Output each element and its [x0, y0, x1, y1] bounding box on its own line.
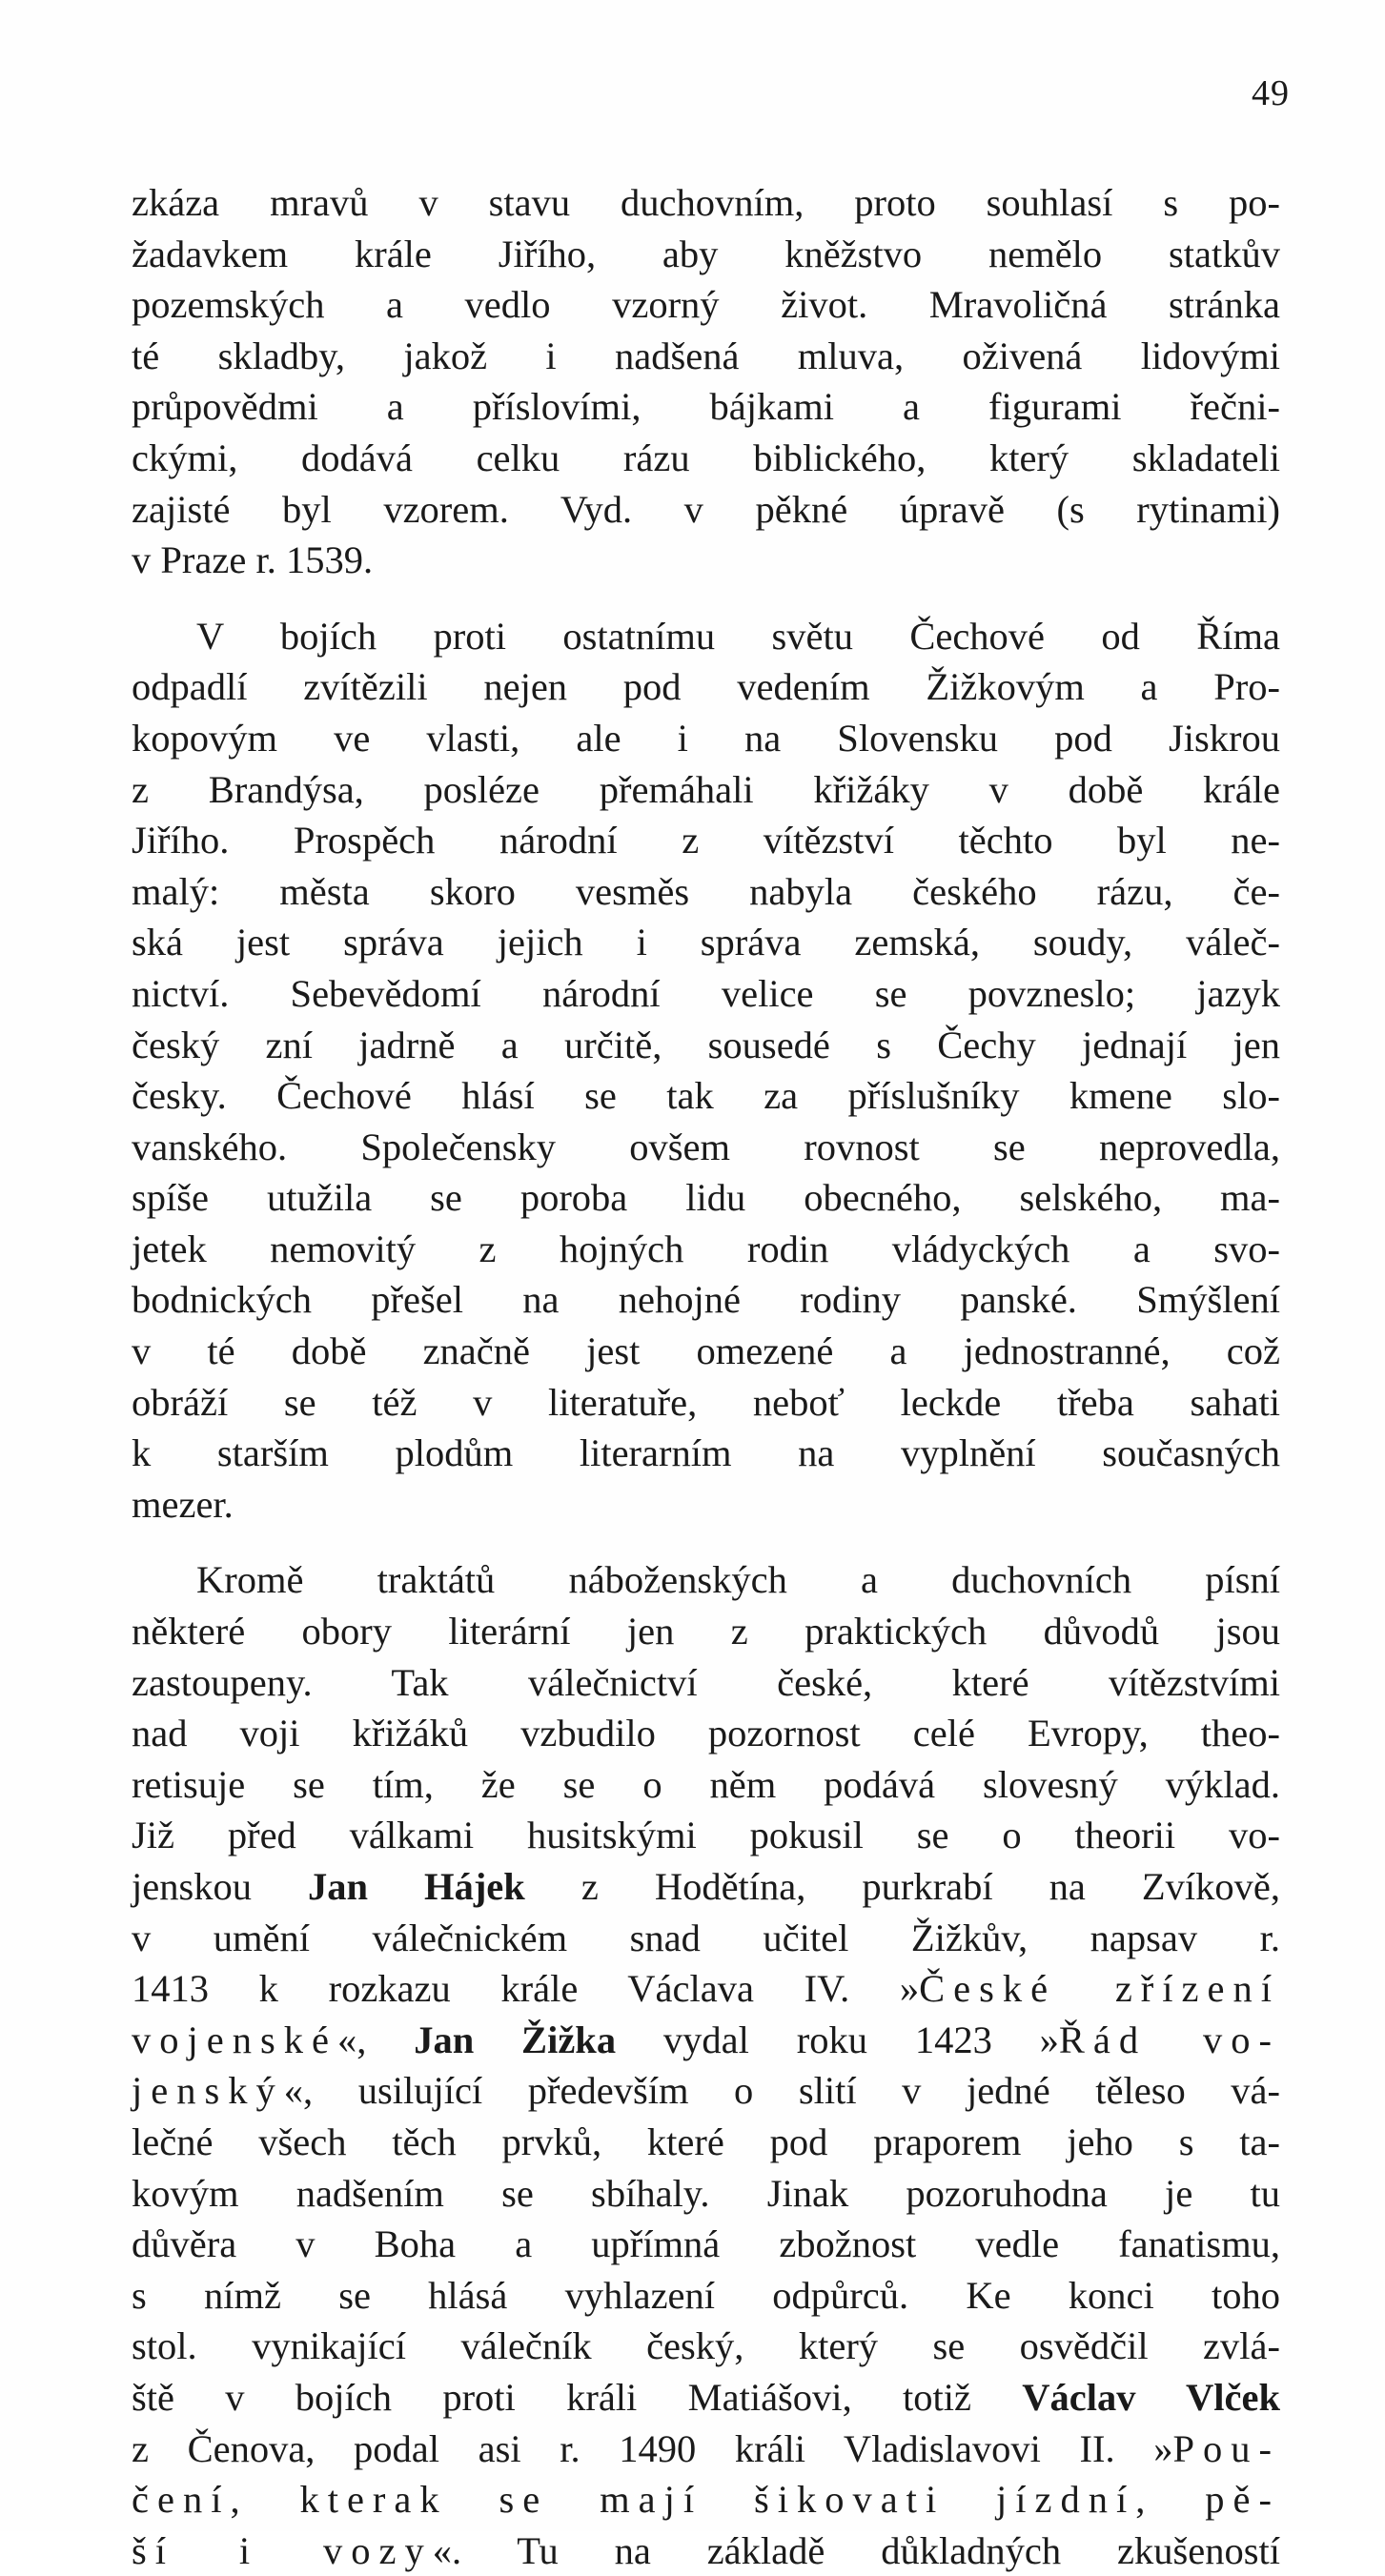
text-line: důvěra v Boha a upřímná zbožnost vedle fanatismu,	[132, 2222, 1280, 2266]
text-line: nictví. Sebevědomí národní velice se povzneslo; jazyk	[132, 971, 1280, 1015]
text-run: 1413 k rozkazu krále Václava IV. »	[132, 1967, 920, 2011]
text-line: mezer.	[132, 1482, 234, 1526]
paragraph-gap	[132, 586, 1280, 611]
text-line: průpovědmi a příslovími, bájkami a figurami řečni-	[132, 385, 1280, 429]
person-name: Jan Hájek	[308, 1865, 525, 1908]
text-line: v té době značně jest omezené a jednostranné, což	[132, 1329, 1280, 1373]
text-line	[132, 2424, 1280, 2475]
text-line: čení, kterak se mají šikovati jízdní, pě-	[132, 2478, 1280, 2522]
text-run: z Hodětína, purkrabí na Zvíkově,	[524, 1865, 1280, 1908]
text-line: s nímž se hlásá vyhlazení odpůrců. Ke konci toho	[132, 2273, 1280, 2317]
text-line: ckými, dodává celku rázu biblického, který skladateli	[132, 436, 1280, 479]
paragraph-gap	[132, 1530, 1280, 1554]
text-line: vanského. Společensky ovšem rovnost se neprovedla,	[132, 1125, 1280, 1168]
text-line: k starším plodům literarním na vyplnění současných	[132, 1431, 1280, 1475]
text-line: retisuje se tím, že se o něm podává slovesný výklad.	[132, 1762, 1280, 1806]
text-line: zkáza mravů v stavu duchovním, proto souhlasí s po-	[132, 181, 1280, 224]
text-line: bodnických přešel na nehojné rodiny panské. Smýšlení	[132, 1278, 1280, 1322]
text-line: český zní jadrně a určitě, sousedé s Čechy jednají jen	[132, 1023, 1280, 1066]
text-line: v Praze r. 1539.	[132, 538, 374, 582]
spaced-title: jenský	[132, 2069, 284, 2113]
text-line: obráží se též v literatuře, neboť leckde třeba sahati	[132, 1380, 1280, 1424]
text-line: odpadlí zvítězili nejen pod vedením Žižkovým a Pro-	[132, 665, 1280, 709]
text-line: v umění válečnickém snad učitel Žižkův, napsav r.	[132, 1916, 1280, 1959]
text-line: pozemských a vedlo vzorný život. Mravoličná stránka	[132, 283, 1280, 327]
text-run: z Čenova, podal asi r. 1490 králi Vladislavovi II. »	[132, 2426, 1173, 2470]
page-number: 49	[1252, 73, 1290, 113]
text-line: jetek nemovitý z hojných rodin vládyckých a svo-	[132, 1227, 1280, 1270]
person-name: Jan Žižka	[414, 2018, 617, 2061]
body-text	[132, 177, 1280, 2576]
text-run: «. Tu na základě důkladných zkušeností	[432, 2528, 1280, 2572]
text-line	[132, 1861, 1280, 1913]
text-line: stol. vynikající válečník český, který se osvědčil zvlá-	[132, 2324, 1280, 2368]
paragraph-3	[132, 1554, 1280, 2576]
text-line: malý: města skoro vesměs nabyla českého rázu, če-	[132, 869, 1280, 913]
text-line: Již před válkami husitskými pokusil se o theorii vo-	[132, 1814, 1280, 1857]
text-line: ská jest správa jejich i správa zemská, soudy, váleč-	[132, 921, 1280, 964]
text-line: z Brandýsa, posléze přemáhali křižáky v době krále	[132, 767, 1280, 811]
text-line: lečné všech těch prvků, které pod praporem jeho s ta-	[132, 2120, 1280, 2163]
text-line: žadavkem krále Jiřího, aby kněžstvo nemělo statkův	[132, 232, 1280, 275]
text-run: «,	[336, 2018, 415, 2061]
spaced-title: vojenské	[132, 2018, 337, 2061]
text-run: jenskou	[132, 1865, 309, 1908]
text-line: té skladby, jakož i nadšená mluva, oživená lidovými	[132, 334, 1280, 377]
spaced-title: Řád vo-	[1058, 2018, 1280, 2061]
text-line: některé obory literární jen z praktických důvodů jsou	[132, 1610, 1280, 1653]
text-line: zastoupeny. Tak válečnictví české, které vítězstvími	[132, 1660, 1280, 1704]
text-run: vydal roku 1423 »	[616, 2018, 1059, 2061]
text-line: Kromě traktátů náboženských a duchovních písní	[196, 1558, 1280, 1602]
spaced-title: České zřízení	[919, 1967, 1280, 2011]
text-line: V bojích proti ostatnímu světu Čechové od Říma	[196, 614, 1280, 658]
text-line: kopovým ve vlasti, ale i na Slovensku pod Jiskrou	[132, 716, 1280, 760]
text-line: spíše utužila se poroba lidu obecného, selského, ma-	[132, 1176, 1280, 1220]
text-line: zajisté byl vzorem. Vyd. v pěkné úpravě (s rytinami)	[132, 487, 1280, 531]
paragraph-2	[132, 611, 1280, 1531]
text-line: česky. Čechové hlásí se tak za příslušníky kmene slo-	[132, 1074, 1280, 1118]
spaced-title: Pou-	[1172, 2426, 1280, 2470]
person-name: Václav Vlček	[1022, 2375, 1280, 2419]
text-run: ště v bojích proti králi Matiášovi, totiž	[132, 2375, 1023, 2419]
spaced-title: ší i vozy	[132, 2528, 433, 2572]
text-line: kovým nadšením se sbíhaly. Jinak pozoruhodna je tu	[132, 2171, 1280, 2215]
text-line	[132, 2065, 1280, 2117]
text-line	[132, 2372, 1280, 2424]
text-run: «, usilující především o slití v jedné těleso vá-	[283, 2069, 1280, 2113]
text-line: Jiřího. Prospěch národní z vítězství těchto byl ne-	[132, 819, 1280, 862]
text-line	[132, 2015, 1280, 2066]
paragraph-1	[132, 177, 1280, 586]
text-line	[132, 1963, 1280, 2015]
text-line: nad voji křižáků vzbudilo pozornost celé Evropy, theo-	[132, 1712, 1280, 1755]
text-line	[132, 2525, 1280, 2576]
